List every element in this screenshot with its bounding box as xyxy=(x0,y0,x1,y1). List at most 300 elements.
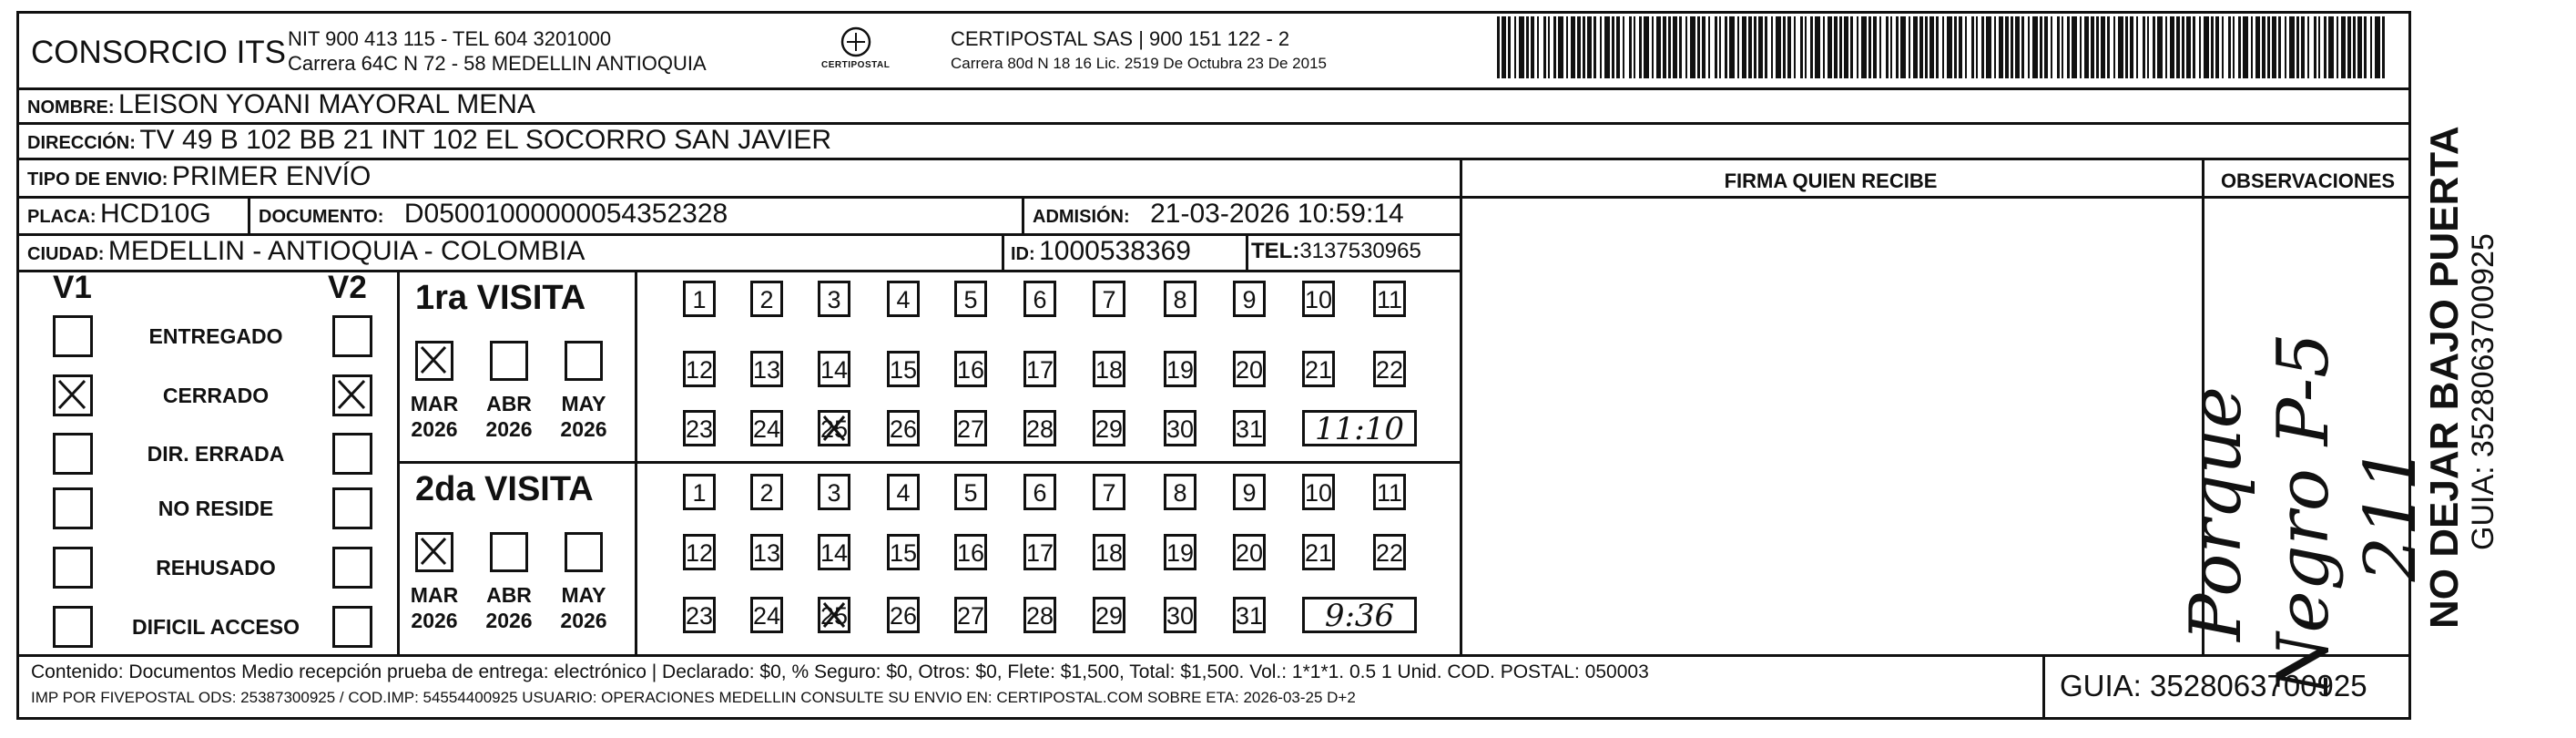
barcode-bar xyxy=(1604,16,1610,78)
barcode-bar xyxy=(1886,16,1889,78)
x-mark xyxy=(820,600,850,641)
barcode-bar xyxy=(1976,16,1978,78)
barcode-bar xyxy=(2067,16,2070,78)
documento-label: DOCUMENTO: xyxy=(259,207,384,227)
barcode-bar xyxy=(1929,16,1934,78)
barcode-bar xyxy=(1900,16,1906,78)
first-visit-day-25[interactable]: 25 xyxy=(818,410,850,446)
barcode-bar xyxy=(2204,16,2209,78)
status-label: REHUSADO xyxy=(156,556,276,579)
first-visit-day-18[interactable]: 18 xyxy=(1093,351,1125,387)
x-mark-icon xyxy=(418,535,451,569)
first-visit-month-checkbox[interactable] xyxy=(415,341,453,381)
second-visit-year-label: 2026 xyxy=(485,609,533,632)
v1-checkbox[interactable] xyxy=(53,374,93,416)
v2-label: V2 xyxy=(328,270,367,305)
barcode-bar xyxy=(1531,16,1534,78)
second-visit-month-label: MAR xyxy=(410,583,459,607)
second-visit-day-9[interactable]: 9 xyxy=(1233,474,1266,510)
barcode-bar xyxy=(1566,16,1568,78)
barcode-bar xyxy=(2044,16,2048,78)
second-visit-day-4[interactable]: 4 xyxy=(887,474,920,510)
admision-row xyxy=(1033,199,1404,230)
barcode-bar xyxy=(1715,16,1717,78)
barcode-bar xyxy=(2096,16,2099,78)
barcode-bar xyxy=(2165,16,2167,78)
second-visit-title: 2da VISITA xyxy=(415,470,594,508)
first-visit-title: 1ra VISITA xyxy=(415,279,586,317)
barcode-bar xyxy=(1986,16,1991,78)
barcode-bar xyxy=(1729,16,1735,78)
barcode-bar xyxy=(1815,16,1820,78)
barcode-bar xyxy=(2199,16,2201,78)
barcode-bar xyxy=(2176,16,2180,78)
barcode-bar xyxy=(2107,16,2110,78)
first-visit-time[interactable]: 11:10 xyxy=(1302,410,1417,446)
barcode-bar xyxy=(1758,16,1763,78)
barcode-bar xyxy=(1639,16,1642,78)
barcode-bar xyxy=(2228,16,2231,78)
nombre-row xyxy=(27,89,535,120)
barcode-bar xyxy=(1600,16,1602,78)
second-visit-day-8[interactable]: 8 xyxy=(1164,474,1196,510)
nombre-label: NOMBRE: xyxy=(27,97,115,118)
barcode-bar xyxy=(1765,16,1767,78)
footer-imp: IMP POR FIVEPOSTAL ODS: 25387300925 / COD.IMP: 54554400925 USUARIO: OPERACIONES MEDELLIN CONSULTE SU ENVIO EN: CERTIPOSTAL.COM SOBRE ETA: 2026-03-25 D+2 xyxy=(31,689,1356,706)
placa-value: HCD10G xyxy=(100,199,211,229)
barcode-bar xyxy=(1742,16,1746,78)
barcode-bar xyxy=(2080,16,2082,78)
first-visit-day-31[interactable]: 31 xyxy=(1233,410,1266,446)
barcode-bar xyxy=(1537,16,1539,78)
barcode-bar xyxy=(1668,16,1671,78)
first-visit-day-27[interactable]: 27 xyxy=(954,410,987,446)
barcode-bar xyxy=(2233,16,2235,78)
tipo-row xyxy=(27,161,371,192)
barcode-bar xyxy=(1981,16,1984,78)
barcode-bar xyxy=(1925,16,1928,78)
second-visit-day-22[interactable]: 22 xyxy=(1373,534,1406,570)
second-visit-day-29[interactable]: 29 xyxy=(1093,597,1125,633)
barcode-bar xyxy=(1685,16,1687,78)
certipostal-logo-text: CERTIPOSTAL xyxy=(821,60,891,70)
barcode-bar xyxy=(1879,16,1881,78)
barcode-bar xyxy=(1548,16,1550,78)
id-row xyxy=(1011,236,1191,267)
second-visit-month-checkbox[interactable] xyxy=(490,532,528,572)
barcode-bar xyxy=(2337,16,2338,78)
second-visit-day-16[interactable]: 16 xyxy=(954,534,987,570)
barcode-bar xyxy=(1810,16,1813,78)
direccion-value: TV 49 B 102 BB 21 INT 102 EL SOCORRO SAN JAVIER xyxy=(139,125,832,155)
barcode-bar xyxy=(2062,16,2063,78)
second-visit-day-2[interactable]: 2 xyxy=(750,474,783,510)
first-visit-year-label: 2026 xyxy=(560,417,607,441)
second-visit-year-label: 2026 xyxy=(411,609,458,632)
barcode-bar xyxy=(2211,16,2214,78)
x-mark-icon xyxy=(820,600,850,632)
barcode-bar xyxy=(2289,16,2295,78)
courier-license: Carrera 80d N 18 16 Lic. 2519 De Octubra 23 De 2015 xyxy=(951,55,1327,72)
barcode-bar xyxy=(2072,16,2077,78)
divider xyxy=(1246,233,1248,270)
second-visit-day-28[interactable]: 28 xyxy=(1023,597,1056,633)
barcode-bar xyxy=(1616,16,1620,78)
v1-checkbox[interactable] xyxy=(53,315,93,357)
barcode-bar xyxy=(1543,16,1546,78)
barcode-bar xyxy=(1708,16,1710,78)
second-visit-day-13[interactable]: 13 xyxy=(750,534,783,570)
first-visit-day-23[interactable]: 23 xyxy=(683,410,716,446)
divider xyxy=(397,461,1460,464)
side-guia: GUIA: 3528063700925 xyxy=(2466,233,2500,550)
first-visit-day-5[interactable]: 5 xyxy=(954,281,987,317)
barcode-bar xyxy=(1634,16,1635,78)
barcode-bar xyxy=(2262,16,2265,78)
barcode-bar xyxy=(2101,16,2105,78)
second-visit-day-12[interactable]: 12 xyxy=(683,534,716,570)
second-visit-day-30[interactable]: 30 xyxy=(1164,597,1196,633)
ciudad-label: CIUDAD: xyxy=(27,244,105,264)
v2-checkbox[interactable] xyxy=(332,606,372,648)
barcode-bar xyxy=(1558,16,1563,78)
barcode-bar xyxy=(2051,16,2052,78)
tipo-label: TIPO DE ENVIO: xyxy=(27,169,168,190)
status-label: NO RESIDE xyxy=(158,497,274,520)
placa-row xyxy=(27,199,211,230)
barcode-bar xyxy=(2118,16,2123,78)
first-visit-day-15[interactable]: 15 xyxy=(887,351,920,387)
barcode-bar xyxy=(1868,16,1871,78)
placa-label: PLACA: xyxy=(27,207,97,227)
second-visit-day-31[interactable]: 31 xyxy=(1233,597,1266,633)
first-visit-month-label: ABR xyxy=(486,392,532,415)
v2-checkbox[interactable] xyxy=(332,374,372,416)
barcode-bar xyxy=(2084,16,2089,78)
first-visit-day-22[interactable]: 22 xyxy=(1373,351,1406,387)
v2-checkbox[interactable] xyxy=(332,315,372,357)
second-visit-month-checkbox[interactable] xyxy=(565,532,603,572)
barcode-bar xyxy=(1919,16,1923,78)
barcode-bar xyxy=(2353,16,2356,78)
first-visit-day-21[interactable]: 21 xyxy=(1302,351,1335,387)
v1-checkbox[interactable] xyxy=(53,433,93,475)
barcode-bar xyxy=(2032,16,2038,78)
barcode-bar xyxy=(1623,16,1624,78)
first-visit-year-label: 2026 xyxy=(485,417,533,441)
x-mark-icon xyxy=(335,377,370,414)
second-visit-day-6[interactable]: 6 xyxy=(1023,474,1056,510)
barcode-bar xyxy=(1519,16,1524,78)
barcode-bar xyxy=(1999,16,2003,78)
tel-row xyxy=(1251,239,1421,264)
barcode-bar xyxy=(2157,16,2163,78)
second-visit-day-26[interactable]: 26 xyxy=(887,597,920,633)
divider xyxy=(248,196,250,233)
x-mark-icon xyxy=(418,343,451,378)
barcode-bar xyxy=(1748,16,1752,78)
v2-checkbox[interactable] xyxy=(332,487,372,529)
barcode-bar xyxy=(1850,16,1853,78)
barcode-bar xyxy=(1947,16,1952,78)
status-label: CERRADO xyxy=(162,384,270,407)
barcode-bar xyxy=(2130,16,2133,78)
second-visit-month-label: MAY xyxy=(561,583,606,607)
documento-row xyxy=(259,199,728,230)
second-visit-month-checkbox[interactable] xyxy=(415,532,453,572)
divider xyxy=(2042,654,2045,720)
barcode-bar xyxy=(1844,16,1848,78)
barcode-bar xyxy=(1823,16,1825,78)
barcode-bar xyxy=(1942,16,1944,78)
barcode-bar xyxy=(1771,16,1773,78)
first-visit-day-17[interactable]: 17 xyxy=(1023,351,1056,387)
barcode-bar xyxy=(1719,16,1721,78)
second-visit-day-19[interactable]: 19 xyxy=(1164,534,1196,570)
barcode-bar xyxy=(1702,16,1705,78)
second-visit-day-10[interactable]: 10 xyxy=(1302,474,1335,510)
barcode-bar xyxy=(2113,16,2115,78)
barcode-bar xyxy=(2147,16,2149,78)
barcode-bar xyxy=(1583,16,1585,78)
first-visit-day-29[interactable]: 29 xyxy=(1093,410,1125,446)
barcode-bar xyxy=(2255,16,2260,78)
barcode-bar xyxy=(2357,16,2362,78)
first-visit-day-16[interactable]: 16 xyxy=(954,351,987,387)
second-visit-day-25[interactable]: 25 xyxy=(818,597,850,633)
x-mark-icon xyxy=(820,413,850,446)
barcode-bar xyxy=(2243,16,2248,78)
barcode-bar xyxy=(1890,16,1892,78)
barcode-bar xyxy=(1644,16,1649,78)
barcode-bar xyxy=(2222,16,2224,78)
barcode-bar xyxy=(1577,16,1581,78)
second-visit-day-15[interactable]: 15 xyxy=(887,534,920,570)
barcode-bar xyxy=(1834,16,1838,78)
v1-checkbox[interactable] xyxy=(53,487,93,529)
first-visit-month-checkbox[interactable] xyxy=(490,341,528,381)
barcode-bar xyxy=(1787,16,1791,78)
second-visit-day-11[interactable]: 11 xyxy=(1373,474,1406,510)
barcode-bar xyxy=(2324,16,2327,78)
barcode-bar xyxy=(1971,16,1974,78)
second-visit-day-17[interactable]: 17 xyxy=(1023,534,1056,570)
first-visit-day-9[interactable]: 9 xyxy=(1233,281,1266,317)
x-mark-icon xyxy=(56,377,90,414)
barcode-bar xyxy=(1737,16,1739,78)
first-visit-day-7[interactable]: 7 xyxy=(1093,281,1125,317)
barcode-bar xyxy=(2375,16,2380,78)
first-visit-day-2[interactable]: 2 xyxy=(750,281,783,317)
barcode-bar xyxy=(1571,16,1575,78)
certipostal-logo xyxy=(820,24,892,78)
barcode-bar xyxy=(1673,16,1677,78)
barcode-bar xyxy=(2040,16,2042,78)
divider xyxy=(1022,196,1024,233)
barcode-bar xyxy=(1725,16,1727,78)
barcode-bar xyxy=(1959,16,1962,78)
second-visit-month-label: ABR xyxy=(486,583,532,607)
divider xyxy=(16,654,2411,657)
barcode-bar xyxy=(1954,16,1957,78)
first-visit-day-4[interactable]: 4 xyxy=(887,281,920,317)
first-visit-day-30[interactable]: 30 xyxy=(1164,410,1196,446)
barcode-bar xyxy=(2091,16,2094,78)
company-name: CONSORCIO ITS xyxy=(31,35,287,70)
first-visit-day-10[interactable]: 10 xyxy=(1302,281,1335,317)
barcode-bar xyxy=(1857,16,1858,78)
second-visit-day-21[interactable]: 21 xyxy=(1302,534,1335,570)
barcode-bar xyxy=(1553,16,1556,78)
first-visit-day-8[interactable]: 8 xyxy=(1164,281,1196,317)
first-visit-day-28[interactable]: 28 xyxy=(1023,410,1056,446)
id-label: ID: xyxy=(1011,244,1035,264)
barcode-bar xyxy=(1896,16,1899,78)
barcode-bar xyxy=(2328,16,2334,78)
barcode-bar xyxy=(2314,16,2316,78)
barcode-bar xyxy=(1965,16,1967,78)
barcode-bar xyxy=(2011,16,2013,78)
barcode-bar xyxy=(2285,16,2286,78)
id-value: 1000538369 xyxy=(1039,236,1191,266)
direccion-label: DIRECCIÓN: xyxy=(27,133,136,153)
first-visit-day-12[interactable]: 12 xyxy=(683,351,716,387)
ciudad-value: MEDELLIN - ANTIOQUIA - COLOMBIA xyxy=(107,236,585,266)
first-visit-day-11[interactable]: 11 xyxy=(1373,281,1406,317)
courier-line: CERTIPOSTAL SAS | 900 151 122 - 2 xyxy=(951,27,1290,50)
first-visit-day-20[interactable]: 20 xyxy=(1233,351,1266,387)
barcode-bar xyxy=(1652,16,1654,78)
second-visit-day-14[interactable]: 14 xyxy=(818,534,850,570)
barcode-bar xyxy=(2318,16,2320,78)
barcode-bar xyxy=(2251,16,2253,78)
direccion-row xyxy=(27,125,831,156)
second-visit-day-1[interactable]: 1 xyxy=(683,474,716,510)
first-visit-day-14[interactable]: 14 xyxy=(818,351,850,387)
second-visit-day-27[interactable]: 27 xyxy=(954,597,987,633)
barcode-bar xyxy=(2193,16,2195,78)
barcode-bar xyxy=(1861,16,1867,78)
barcode-bar xyxy=(1805,16,1807,78)
barcode-bar xyxy=(2021,16,2024,78)
side-notice: NO DEJAR BAJO PUERTA xyxy=(2422,126,2467,629)
first-visit-day-26[interactable]: 26 xyxy=(887,410,920,446)
observaciones-handwriting: Porque Negro P-5 211 xyxy=(2175,333,2432,695)
barcode-bar xyxy=(2307,16,2309,78)
barcode-bar xyxy=(2382,16,2385,78)
barcode-bar xyxy=(2267,16,2270,78)
status-label: DIR. ERRADA xyxy=(147,442,285,466)
divider xyxy=(16,270,1460,272)
divider xyxy=(1460,158,1462,654)
barcode-bar xyxy=(1697,16,1700,78)
first-visit-day-3[interactable]: 3 xyxy=(818,281,850,317)
observaciones-label: OBSERVACIONES xyxy=(2220,169,2396,192)
second-visit-time[interactable]: 9:36 xyxy=(1302,597,1417,633)
barcode-bar xyxy=(2136,16,2138,78)
first-visit-day-24[interactable]: 24 xyxy=(750,410,783,446)
barcode-bar xyxy=(1663,16,1666,78)
tipo-value: PRIMER ENVÍO xyxy=(171,161,372,191)
barcode-bar xyxy=(2028,16,2030,78)
barcode-bar xyxy=(1936,16,1939,78)
v1-label: V1 xyxy=(53,270,92,305)
barcode-bar xyxy=(2153,16,2155,78)
divider xyxy=(16,158,2411,160)
barcode-bar xyxy=(2364,16,2367,78)
company-nit: NIT 900 413 115 - TEL 604 3201000 xyxy=(288,27,612,50)
barcode-bar xyxy=(1783,16,1786,78)
barcode-bar xyxy=(1612,16,1614,78)
second-visit-day-20[interactable]: 20 xyxy=(1233,534,1266,570)
ciudad-row xyxy=(27,236,585,267)
barcode-bar xyxy=(2057,16,2060,78)
footer-guia: GUIA: 3528063700925 xyxy=(2060,669,2367,702)
barcode-bar xyxy=(1800,16,1803,78)
first-visit-year-label: 2026 xyxy=(411,417,458,441)
admision-value: 21-03-2026 10:59:14 xyxy=(1150,199,1404,229)
v2-checkbox[interactable] xyxy=(332,547,372,589)
footer-contenido: Contenido: Documentos Medio recepción prueba de entrega: electrónico | Declarado: $0, % Seguro: $0, Otros: $0, Flete: $1,500, Total: $1,500. Vol.: 1*1*1. 0.5 1 Unid. COD. POSTAL: 050003 xyxy=(31,661,1649,682)
barcode-bar xyxy=(1514,16,1516,78)
barcode-bar xyxy=(2215,16,2219,78)
barcode-bar xyxy=(1656,16,1661,78)
barcode-bar xyxy=(1587,16,1592,78)
first-visit-day-19[interactable]: 19 xyxy=(1164,351,1196,387)
barcode-bar xyxy=(1828,16,1832,78)
x-mark xyxy=(820,413,850,454)
barcode-bar xyxy=(2015,16,2020,78)
barcode-bar xyxy=(1873,16,1877,78)
first-visit-day-1[interactable]: 1 xyxy=(683,281,716,317)
second-visit-day-18[interactable]: 18 xyxy=(1093,534,1125,570)
status-label: DIFICIL ACCESO xyxy=(131,615,300,639)
barcode-bar xyxy=(1629,16,1632,78)
second-visit-day-7[interactable]: 7 xyxy=(1093,474,1125,510)
second-visit-day-23[interactable]: 23 xyxy=(683,597,716,633)
first-visit-month-label: MAY xyxy=(561,392,606,415)
barcode-bar xyxy=(2182,16,2184,78)
barcode-bar xyxy=(1909,16,1910,78)
second-visit-day-24[interactable]: 24 xyxy=(750,597,783,633)
first-visit-month-checkbox[interactable] xyxy=(565,341,603,381)
second-visit-day-3[interactable]: 3 xyxy=(818,474,850,510)
barcode-bar xyxy=(2143,16,2145,78)
v2-checkbox[interactable] xyxy=(332,433,372,475)
first-visit-month-label: MAR xyxy=(410,392,459,415)
barcode-bar xyxy=(1593,16,1596,78)
barcode-bar xyxy=(1508,16,1511,78)
barcode xyxy=(1497,16,2389,78)
second-visit-day-5[interactable]: 5 xyxy=(954,474,987,510)
barcode-bar xyxy=(2341,16,2346,78)
company-address: Carrera 64C N 72 - 58 MEDELLIN ANTIOQUIA xyxy=(288,52,707,75)
barcode-bar xyxy=(1690,16,1695,78)
v1-checkbox[interactable] xyxy=(53,606,93,648)
barcode-bar xyxy=(2347,16,2351,78)
divider xyxy=(1002,233,1004,270)
barcode-bar xyxy=(1526,16,1529,78)
barcode-bar xyxy=(2301,16,2305,78)
barcode-bar xyxy=(2238,16,2241,78)
barcode-bar xyxy=(2125,16,2128,78)
v1-checkbox[interactable] xyxy=(53,547,93,589)
first-visit-day-13[interactable]: 13 xyxy=(750,351,783,387)
first-visit-day-6[interactable]: 6 xyxy=(1023,281,1056,317)
certipostal-logo-icon xyxy=(820,24,892,78)
barcode-bar xyxy=(2296,16,2299,78)
barcode-bar xyxy=(1776,16,1781,78)
